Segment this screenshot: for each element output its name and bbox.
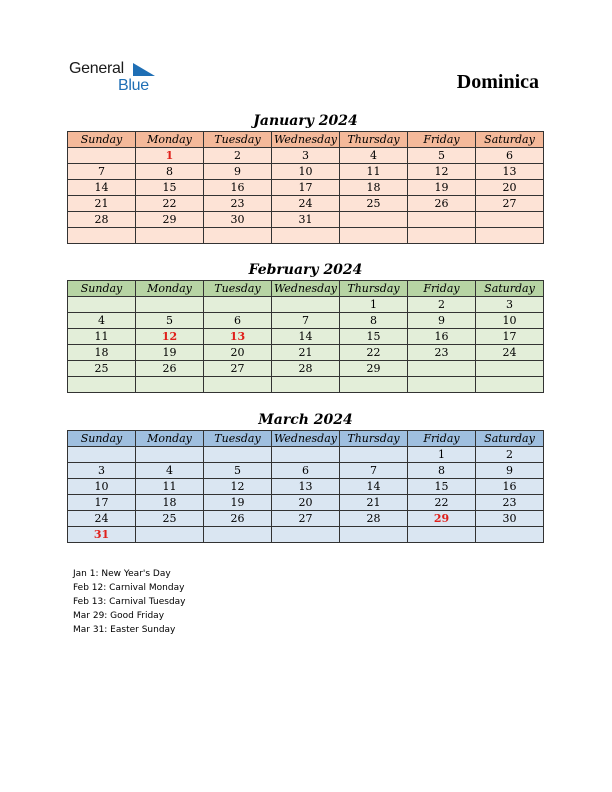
weekday-header: Saturday xyxy=(476,431,544,447)
day-cell: 1 xyxy=(340,297,408,313)
holiday-notes xyxy=(73,567,186,637)
day-cell xyxy=(340,212,408,228)
week-row xyxy=(68,164,544,180)
day-cell: 20 xyxy=(204,345,272,361)
day-cell: 16 xyxy=(204,180,272,196)
day-cell: 6 xyxy=(272,463,340,479)
day-cell: 4 xyxy=(340,148,408,164)
weekday-header-row xyxy=(68,431,544,447)
month-title: February 2024 xyxy=(248,262,363,278)
day-cell xyxy=(476,212,544,228)
day-cell xyxy=(204,297,272,313)
day-cell: 12 xyxy=(204,479,272,495)
day-cell: 10 xyxy=(272,164,340,180)
day-cell: 10 xyxy=(476,313,544,329)
day-cell xyxy=(136,297,204,313)
holiday-note: Mar 29: Good Friday xyxy=(73,611,165,621)
day-cell: 11 xyxy=(136,479,204,495)
weekday-header: Saturday xyxy=(476,132,544,148)
month-title: January 2024 xyxy=(253,113,358,129)
day-cell: 16 xyxy=(476,479,544,495)
day-cell: 25 xyxy=(340,196,408,212)
day-cell: 9 xyxy=(476,463,544,479)
day-cell: 22 xyxy=(408,495,476,511)
month-march xyxy=(67,410,544,543)
day-cell: 28 xyxy=(340,511,408,527)
week-row xyxy=(68,511,544,527)
day-cell xyxy=(340,377,408,393)
day-cell: 14 xyxy=(272,329,340,345)
day-cell xyxy=(272,297,340,313)
holiday-note: Feb 13: Carnival Tuesday xyxy=(73,597,186,607)
day-cell: 3 xyxy=(68,463,136,479)
week-row xyxy=(68,329,544,345)
day-cell: 18 xyxy=(340,180,408,196)
day-cell: 17 xyxy=(68,495,136,511)
week-row xyxy=(68,495,544,511)
day-cell: 15 xyxy=(136,180,204,196)
month-title: March 2024 xyxy=(258,412,353,428)
week-row xyxy=(68,148,544,164)
day-cell: 9 xyxy=(204,164,272,180)
day-cell xyxy=(272,377,340,393)
weekday-header: Thursday xyxy=(340,281,408,297)
day-cell: 19 xyxy=(204,495,272,511)
day-cell: 26 xyxy=(408,196,476,212)
day-cell xyxy=(204,377,272,393)
day-cell xyxy=(204,447,272,463)
brand-blue: Blue xyxy=(118,77,149,94)
day-cell: 20 xyxy=(476,180,544,196)
day-cell: 21 xyxy=(272,345,340,361)
weekday-header: Wednesday xyxy=(272,132,340,148)
day-cell xyxy=(136,228,204,244)
day-cell: 29 xyxy=(340,361,408,377)
day-cell: 5 xyxy=(204,463,272,479)
week-row xyxy=(68,297,544,313)
day-cell xyxy=(68,447,136,463)
weekday-header: Thursday xyxy=(340,132,408,148)
weekday-header: Friday xyxy=(408,431,476,447)
day-cell: 24 xyxy=(68,511,136,527)
day-cell xyxy=(340,527,408,543)
day-cell xyxy=(340,228,408,244)
weekday-header: Thursday xyxy=(340,431,408,447)
day-cell: 9 xyxy=(408,313,476,329)
day-cell: 13 xyxy=(476,164,544,180)
day-cell xyxy=(408,527,476,543)
brand-general: General xyxy=(69,60,124,77)
day-cell: 16 xyxy=(408,329,476,345)
holiday-note: Mar 31: Easter Sunday xyxy=(73,625,176,635)
day-cell xyxy=(136,447,204,463)
day-cell: 17 xyxy=(272,180,340,196)
day-cell: 8 xyxy=(408,463,476,479)
day-cell xyxy=(68,377,136,393)
week-row xyxy=(68,313,544,329)
day-cell xyxy=(476,361,544,377)
weekday-header-row xyxy=(68,281,544,297)
day-cell: 30 xyxy=(204,212,272,228)
day-cell: 25 xyxy=(136,511,204,527)
day-cell: 14 xyxy=(340,479,408,495)
week-row xyxy=(68,377,544,393)
country-title: Dominica xyxy=(456,71,539,93)
day-cell: 8 xyxy=(136,164,204,180)
day-cell xyxy=(408,228,476,244)
day-cell: 31 xyxy=(272,212,340,228)
day-cell: 15 xyxy=(408,479,476,495)
week-row xyxy=(68,447,544,463)
weekday-header-row xyxy=(68,132,544,148)
day-cell: 24 xyxy=(476,345,544,361)
day-cell: 19 xyxy=(408,180,476,196)
month-february xyxy=(67,260,544,393)
day-cell: 24 xyxy=(272,196,340,212)
day-cell: 17 xyxy=(476,329,544,345)
day-cell xyxy=(340,447,408,463)
day-cell: 5 xyxy=(136,313,204,329)
day-cell: 4 xyxy=(68,313,136,329)
day-cell xyxy=(204,527,272,543)
day-cell: 25 xyxy=(68,361,136,377)
week-row xyxy=(68,479,544,495)
day-cell: 26 xyxy=(204,511,272,527)
day-cell: 15 xyxy=(340,329,408,345)
day-cell xyxy=(476,377,544,393)
day-cell: 28 xyxy=(272,361,340,377)
weekday-header: Friday xyxy=(408,281,476,297)
day-cell: 4 xyxy=(136,463,204,479)
day-cell: 5 xyxy=(408,148,476,164)
weekday-header: Monday xyxy=(136,281,204,297)
day-cell: 13 xyxy=(272,479,340,495)
day-cell: 23 xyxy=(204,196,272,212)
week-row xyxy=(68,345,544,361)
day-cell: 22 xyxy=(136,196,204,212)
day-cell xyxy=(408,377,476,393)
month-january xyxy=(67,111,544,244)
day-cell: 1 xyxy=(136,148,204,164)
day-cell: 12 xyxy=(408,164,476,180)
week-row xyxy=(68,196,544,212)
weekday-header: Tuesday xyxy=(204,281,272,297)
day-cell: 28 xyxy=(68,212,136,228)
weekday-header: Monday xyxy=(136,132,204,148)
day-cell xyxy=(136,527,204,543)
day-cell: 13 xyxy=(204,329,272,345)
weekday-header: Friday xyxy=(408,132,476,148)
week-row xyxy=(68,527,544,543)
weekday-header: Wednesday xyxy=(272,431,340,447)
holiday-note: Jan 1: New Year's Day xyxy=(73,569,171,579)
day-cell: 14 xyxy=(68,180,136,196)
day-cell xyxy=(272,228,340,244)
day-cell: 8 xyxy=(340,313,408,329)
weekday-header: Saturday xyxy=(476,281,544,297)
day-cell xyxy=(68,228,136,244)
day-cell: 29 xyxy=(136,212,204,228)
day-cell: 7 xyxy=(68,164,136,180)
day-cell xyxy=(476,527,544,543)
day-cell xyxy=(272,527,340,543)
day-cell: 27 xyxy=(272,511,340,527)
day-cell: 23 xyxy=(476,495,544,511)
weekday-header: Sunday xyxy=(68,132,136,148)
day-cell: 27 xyxy=(476,196,544,212)
calendar-table xyxy=(67,430,544,543)
day-cell xyxy=(136,377,204,393)
week-row xyxy=(68,361,544,377)
day-cell xyxy=(204,228,272,244)
day-cell: 11 xyxy=(68,329,136,345)
day-cell: 27 xyxy=(204,361,272,377)
day-cell: 29 xyxy=(408,511,476,527)
holiday-note: Feb 12: Carnival Monday xyxy=(73,583,185,593)
day-cell: 22 xyxy=(340,345,408,361)
calendar-table xyxy=(67,131,544,244)
day-cell: 6 xyxy=(204,313,272,329)
day-cell: 3 xyxy=(476,297,544,313)
day-cell: 6 xyxy=(476,148,544,164)
weekday-header: Monday xyxy=(136,431,204,447)
day-cell: 18 xyxy=(68,345,136,361)
day-cell: 21 xyxy=(340,495,408,511)
week-row xyxy=(68,463,544,479)
day-cell: 19 xyxy=(136,345,204,361)
day-cell: 2 xyxy=(204,148,272,164)
day-cell xyxy=(68,297,136,313)
day-cell: 2 xyxy=(408,297,476,313)
day-cell: 1 xyxy=(408,447,476,463)
day-cell: 7 xyxy=(340,463,408,479)
day-cell: 10 xyxy=(68,479,136,495)
day-cell xyxy=(408,361,476,377)
day-cell: 26 xyxy=(136,361,204,377)
weekday-header: Sunday xyxy=(68,431,136,447)
day-cell xyxy=(476,228,544,244)
weekday-header: Tuesday xyxy=(204,132,272,148)
day-cell xyxy=(408,212,476,228)
day-cell: 31 xyxy=(68,527,136,543)
weekday-header: Sunday xyxy=(68,281,136,297)
triangle-logo-icon xyxy=(133,63,155,76)
day-cell: 12 xyxy=(136,329,204,345)
day-cell: 20 xyxy=(272,495,340,511)
day-cell: 21 xyxy=(68,196,136,212)
day-cell: 3 xyxy=(272,148,340,164)
day-cell: 23 xyxy=(408,345,476,361)
weekday-header: Tuesday xyxy=(204,431,272,447)
weekday-header: Wednesday xyxy=(272,281,340,297)
day-cell: 18 xyxy=(136,495,204,511)
day-cell: 30 xyxy=(476,511,544,527)
day-cell: 11 xyxy=(340,164,408,180)
week-row xyxy=(68,228,544,244)
brand-logo xyxy=(69,60,164,96)
day-cell: 2 xyxy=(476,447,544,463)
day-cell: 7 xyxy=(272,313,340,329)
week-row xyxy=(68,212,544,228)
day-cell xyxy=(272,447,340,463)
week-row xyxy=(68,180,544,196)
calendar-table xyxy=(67,280,544,393)
day-cell xyxy=(68,148,136,164)
